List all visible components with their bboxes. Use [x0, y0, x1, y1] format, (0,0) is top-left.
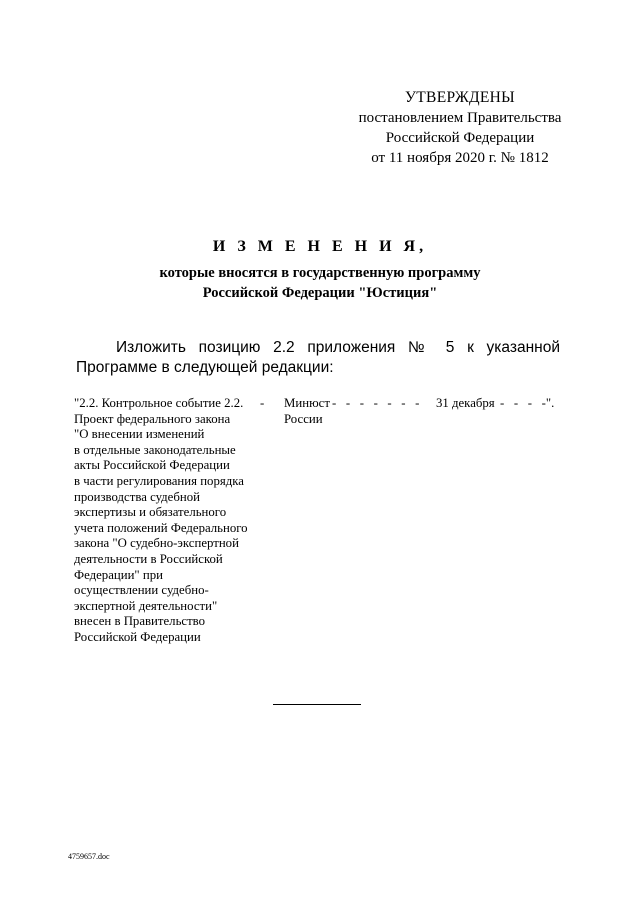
- description-line: Федерации" при: [74, 567, 163, 582]
- responsible-line-2: России: [284, 411, 323, 426]
- empty-cells-dashes: - - - - - - -: [332, 396, 420, 410]
- description-line: осуществлении судебно-: [74, 583, 209, 598]
- subtitle-line-2: Российской Федерации "Юстиция": [202, 285, 438, 301]
- description-line: Проект федерального закона: [74, 411, 231, 426]
- description-line: экспертизы и обязательного: [74, 505, 227, 520]
- approval-line-1: постановлением Правительства: [358, 110, 562, 126]
- document-subtitle: [0, 263, 640, 303]
- deadline-date: 31 декабря: [436, 396, 495, 410]
- description-line: "2.2. Контрольное событие 2.2.: [74, 396, 244, 410]
- subtitle-line-1: которые вносятся в государственную программу: [159, 265, 481, 281]
- description-line: Российской Федерации: [74, 629, 201, 644]
- approval-block: [330, 88, 590, 168]
- document-title: И З М Е Н Е Н И Я,: [212, 238, 428, 255]
- description-line: экспертной деятельности": [74, 598, 218, 613]
- description-line: "О внесении изменений: [74, 427, 205, 442]
- separator-line: [273, 704, 361, 705]
- file-reference: 4759657.doc: [68, 852, 110, 861]
- description-line: учета положений Федерального: [74, 520, 248, 535]
- approval-line-2: Российской Федерации: [385, 130, 535, 146]
- description-line: производства судебной: [74, 489, 200, 504]
- description-line: внесен в Правительство: [74, 614, 206, 629]
- description-line: деятельности в Российской: [74, 551, 223, 566]
- trailing-dashes: - - - -".: [500, 396, 555, 410]
- approval-date-number: от 11 ноября 2020 г. № 1812: [371, 150, 549, 166]
- approval-title: УТВЕРЖДЕНЫ: [405, 89, 515, 106]
- description-line: в части регулирования порядка: [74, 473, 244, 488]
- description-line: акты Российской Федерации: [74, 458, 230, 473]
- description-line: в отдельные законодательные: [74, 442, 236, 457]
- empty-cell-dash: -: [260, 396, 265, 410]
- responsible-line-1: Минюст: [284, 396, 330, 410]
- description-line: закона "О судебно-экспертной: [74, 536, 239, 551]
- instruction-paragraph: Изложить позицию 2.2 приложения № 5 к указанной Программе в следующей редакции:: [76, 339, 560, 376]
- position-description: [74, 396, 264, 646]
